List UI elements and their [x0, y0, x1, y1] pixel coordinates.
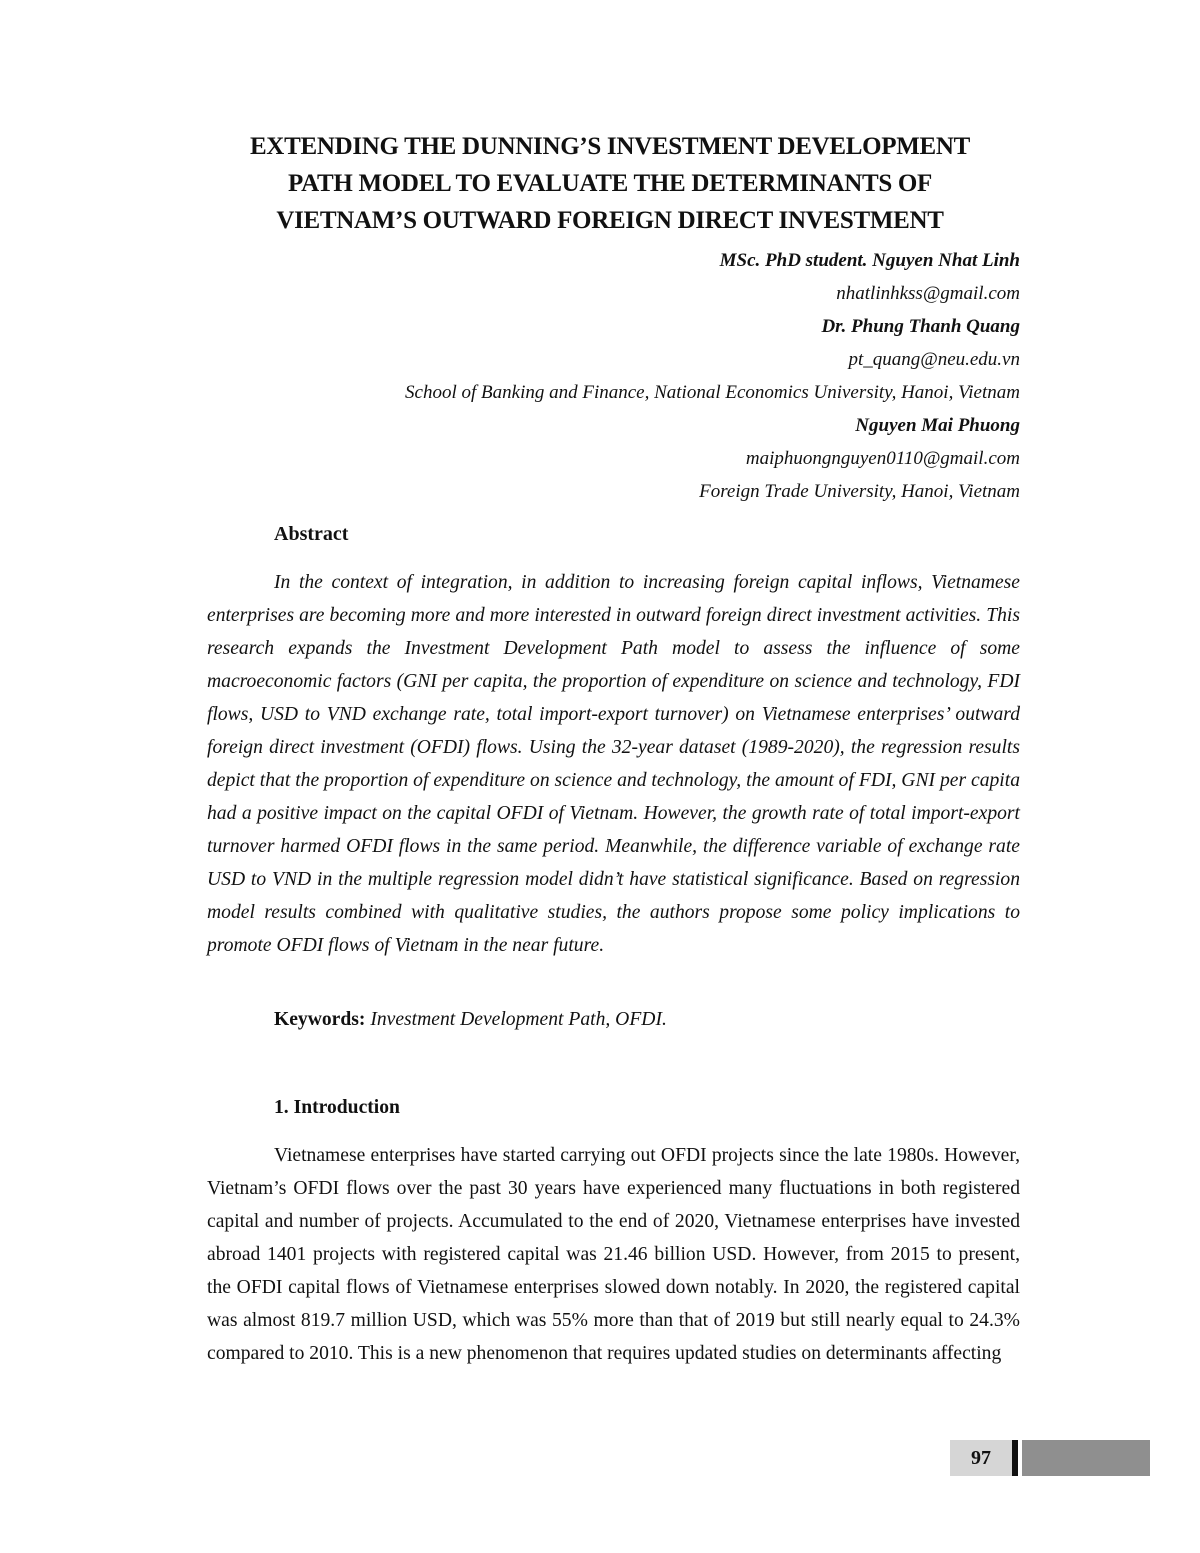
paper-title — [180, 128, 1040, 239]
author-2-name: Dr. Phung Thanh Quang — [821, 316, 1020, 337]
keywords-label: Keywords: — [274, 1009, 366, 1030]
title-line-1: EXTENDING THE DUNNING’S INVESTMENT DEVELOPMENT — [249, 133, 971, 160]
footer-divider — [1012, 1440, 1018, 1476]
affiliation-1: School of Banking and Finance, National Economics University, Hanoi, Vietnam — [405, 382, 1020, 403]
affiliation-2: Foreign Trade University, Hanoi, Vietnam — [699, 481, 1020, 502]
author-3-email: maiphuongnguyen0110@gmail.com — [745, 448, 1020, 469]
footer-bar — [1022, 1440, 1150, 1476]
author-block — [260, 244, 1020, 508]
abstract-heading: Abstract — [274, 523, 349, 545]
title-line-2: PATH MODEL TO EVALUATE THE DETERMINANTS OF — [287, 170, 933, 197]
author-1-email: nhatlinhkss@gmail.com — [836, 283, 1020, 304]
abstract-body: In the context of integration, in addition to increasing foreign capital inflows, Vietnamese enterprises are becoming more and more interested in outward foreign direct investment activities. This research expands the Investment Development Path model to assess the influence of some macroeconomic factors (GNI per capita, the proportion of expenditure on science and technology, FDI flows, USD to VND exchange rate, total import-export turnover) on Vietnamese enterprises’ outward foreign direct investment (OFDI) flows. Using the 32-year dataset (1989-2020), the regression results depict that the proportion of expenditure on science and technology, the amount of FDI, GNI per capita had a positive impact on the capital OFDI of Vietnam. However, the growth rate of total import-export turnover harmed OFDI flows in the same period. Meanwhile, the difference variable of exchange rate USD to VND in the multiple regression model didn’t have statistical significance. Based on regression model results combined with qualitative studies, the authors propose some policy implications to promote OFDI flows of Vietnam in the near future. — [207, 572, 1020, 956]
page-number: 97 — [950, 1440, 1012, 1476]
author-1-name: MSc. PhD student. Nguyen Nhat Linh — [719, 250, 1020, 271]
author-2-email: pt_quang@neu.edu.vn — [848, 349, 1020, 370]
introduction-body: Vietnamese enterprises have started carrying out OFDI projects since the late 1980s. However, Vietnam’s OFDI flows over the past 30 years have experienced many fluctuations in both registered capital and number of projects. Accumulated to the end of 2020, Vietnamese enterprises have invested abroad 1401 projects with registered capital was 21.46 billion USD. However, from 2015 to present, the OFDI capital flows of Vietnamese enterprises slowed down notably. In 2020, the registered capital was almost 819.7 million USD, which was 55% more than that of 2019 but still nearly equal to 24.3% compared to 2010. This is a new phenomenon that requires updated studies on determinants affecting — [207, 1145, 1020, 1364]
keywords-value: Investment Development Path, OFDI. — [365, 1009, 667, 1030]
page-footer — [950, 1440, 1150, 1476]
keywords-line — [274, 1009, 667, 1031]
author-3-name: Nguyen Mai Phuong — [855, 415, 1020, 436]
introduction-heading: 1. Introduction — [274, 1097, 400, 1118]
title-line-3: VIETNAM’S OUTWARD FOREIGN DIRECT INVESTMENT — [276, 207, 944, 234]
